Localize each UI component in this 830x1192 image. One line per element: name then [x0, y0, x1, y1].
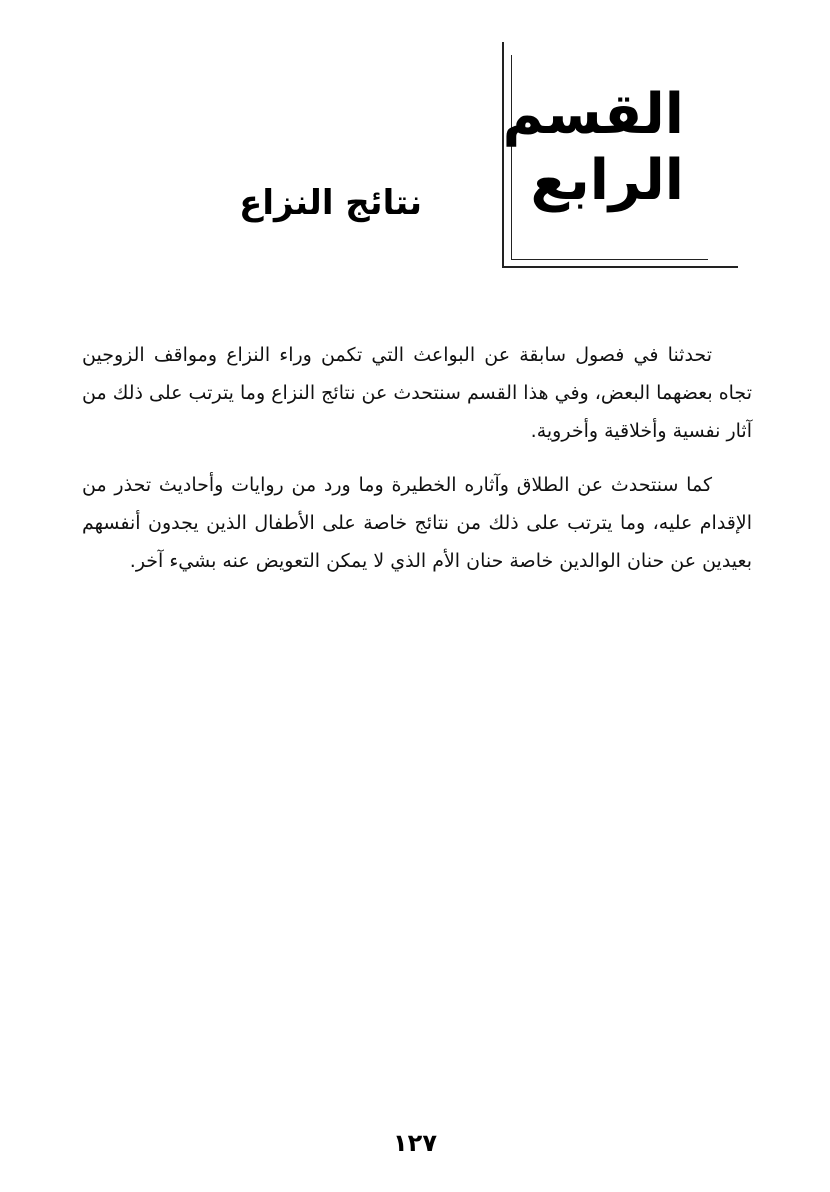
section-label-line2: الرابع: [530, 148, 684, 213]
section-frame-bottom-outer-rule: [502, 266, 738, 268]
paragraph-2: كما سنتحدث عن الطلاق وآثاره الخطيرة وما ورد من روايات وأحاديث تحذر من الإقدام عليه، وما يترتب على ذلك من نتائج خاصة على الأطفال الذين يجدون أنفسهم بعيدين عن حنان الوالدين خاصة حنان الأم الذي لا يمكن التعويض عنه بشيء آخر.: [82, 474, 752, 572]
section-frame-bottom-inner-rule: [511, 259, 708, 260]
body-text: [82, 336, 752, 596]
section-label: [502, 82, 684, 214]
section-title: نتائج النزاع: [239, 183, 422, 223]
paragraph-1: تحدثنا في فصول سابقة عن البواعث التي تكمن وراء النزاع ومواقف الزوجين تجاه بعضهما البعض، وفي هذا القسم سنتحدث عن نتائج النزاع وما يترتب على ذلك من آثار نفسية وأخلاقية وأخروية.: [82, 344, 752, 442]
page-number: ١٢٧: [393, 1129, 437, 1157]
section-label-line1: القسم: [502, 82, 684, 147]
section-frame-left-outer-rule: [502, 42, 504, 268]
